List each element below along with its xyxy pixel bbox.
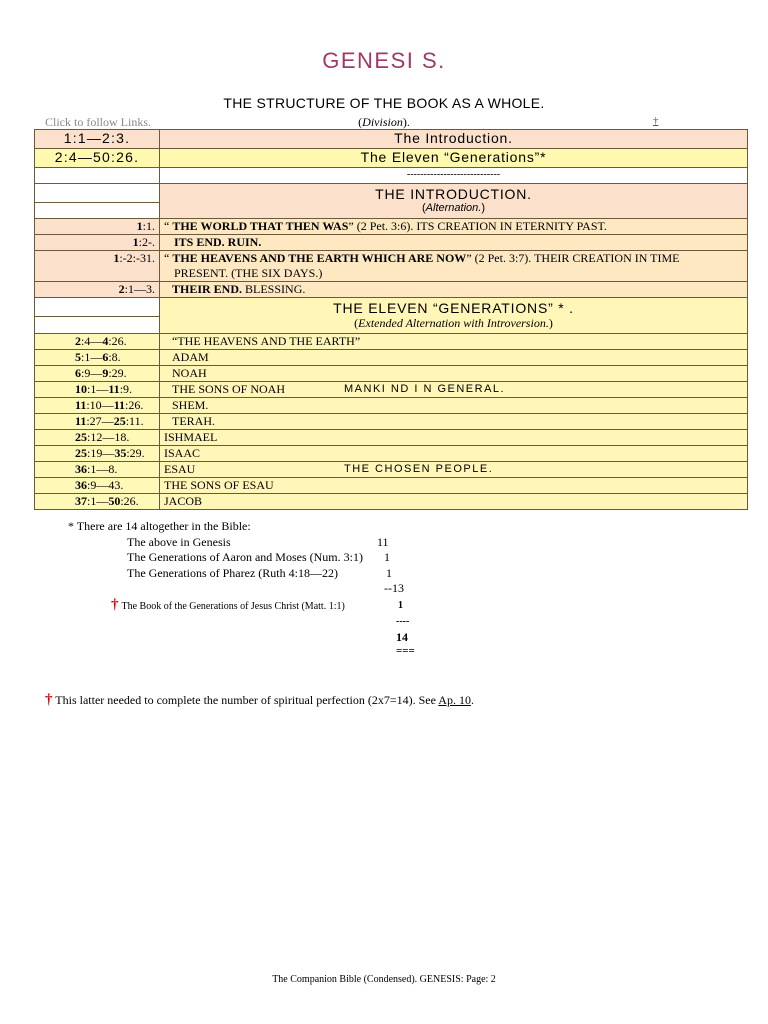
- footnote-count: 1: [386, 566, 392, 580]
- footnote-dashes: ----: [396, 616, 410, 627]
- footnote-count: 1: [384, 550, 390, 564]
- generation-row: [35, 349, 748, 365]
- footnote-line: The Generations of Aaron and Moses (Num. 3:1): [127, 550, 363, 564]
- intro-text: “ THE WORLD THAT THEN WAS” (2 Pet. 3:6). ITS CREATION IN ETERNITY PAST.: [160, 218, 748, 234]
- generation-text: THE SONS OF NOAH MANKI ND I N GENERAL.: [160, 381, 748, 397]
- generation-row: [35, 413, 748, 429]
- page-footer: The Companion Bible (Condensed). GENESIS: Page: 2: [272, 974, 496, 985]
- structure-table: [34, 129, 748, 510]
- intro-heading-row: [35, 184, 748, 203]
- separator-row: [35, 168, 748, 184]
- generation-row: [35, 333, 748, 349]
- spiritual-perfection-note: † This latter needed to complete the number of spiritual perfection (2x7=14). See Ap. 10.: [45, 692, 474, 708]
- footnote-subtotal: --13: [384, 581, 404, 595]
- generations-sub-row: [35, 316, 748, 333]
- generation-row: [35, 397, 748, 413]
- verse-ref[interactable]: 10:1—11:9.: [35, 381, 160, 397]
- generation-row: [35, 445, 748, 461]
- verse-ref[interactable]: 37:1—50:26.: [35, 493, 160, 509]
- verse-ref[interactable]: 2:1—3.: [35, 281, 160, 297]
- generation-text: JACOB: [160, 493, 748, 509]
- intro-text: “ THE HEAVENS AND THE EARTH WHICH ARE NOW” (2 Pet. 3:7). THEIR CREATION IN TIME PRESENT. (THE SIX DAYS.): [160, 250, 748, 281]
- footnote-count: 11: [377, 535, 389, 549]
- footnote-total: 14: [396, 630, 408, 644]
- generations-subheading: (Extended Alternation with Introversion.): [160, 316, 748, 333]
- verse-ref[interactable]: 36:1—8.: [35, 461, 160, 477]
- verse-ref[interactable]: 5:1—6:8.: [35, 349, 160, 365]
- division-text: Division: [362, 115, 403, 129]
- group-note: MANKI ND I N GENERAL.: [344, 382, 506, 395]
- links-hint: Click to follow Links.: [45, 115, 151, 129]
- page-title: GENESI S.: [322, 48, 446, 73]
- footnote-line: The Generations of Pharez (Ruth 4:18—22): [127, 566, 338, 580]
- appendix-link[interactable]: Ap. 10: [438, 693, 471, 707]
- verse-ref[interactable]: 25:19—35:29.: [35, 445, 160, 461]
- generation-text: ISHMAEL: [160, 429, 748, 445]
- verse-ref[interactable]: 2:4—4:26.: [35, 333, 160, 349]
- intro-text: THEIR END. BLESSING.: [160, 281, 748, 297]
- generations-heading-row: [35, 297, 748, 316]
- intro-row: [35, 281, 748, 297]
- intro-row: [35, 218, 748, 234]
- division-label: (Division).: [358, 115, 410, 129]
- intro-text: ITS END. RUIN.: [160, 234, 748, 250]
- verse-ref[interactable]: 6:9—9:29.: [35, 365, 160, 381]
- generations-heading: THE ELEVEN “GENERATIONS” * .: [160, 297, 748, 316]
- intro-row: [35, 250, 748, 281]
- generations-list: [35, 333, 748, 509]
- generation-text: ADAM: [160, 349, 748, 365]
- structure-heading: THE STRUCTURE OF THE BOOK AS A WHOLE.: [223, 95, 545, 111]
- verse-ref[interactable]: 11:10—11:26.: [35, 397, 160, 413]
- generation-row: [35, 429, 748, 445]
- division-row-generations: [35, 149, 748, 168]
- division-ref[interactable]: 2:4—50:26.: [35, 149, 160, 168]
- generation-row: [35, 381, 748, 397]
- intro-sub-row: [35, 202, 748, 218]
- generation-text: TERAH.: [160, 413, 748, 429]
- footnote-count: 1: [398, 600, 403, 611]
- generation-text: “THE HEAVENS AND THE EARTH”: [160, 333, 748, 349]
- intro-subheading: (Alternation.): [160, 202, 748, 218]
- verse-ref[interactable]: 11:27—25:11.: [35, 413, 160, 429]
- intro-heading: THE INTRODUCTION.: [160, 184, 748, 203]
- dagger-icon: †: [111, 597, 119, 613]
- footnote-line: † The Book of the Generations of Jesus Christ (Matt. 1:1): [111, 597, 345, 613]
- group-note: THE CHOSEN PEOPLE.: [344, 462, 494, 475]
- generation-row: [35, 493, 748, 509]
- generation-row: [35, 365, 748, 381]
- generation-text: NOAH: [160, 365, 748, 381]
- footnote-equals: ===: [396, 645, 415, 657]
- division-text[interactable]: The Introduction.: [160, 130, 748, 149]
- generation-text: THE SONS OF ESAU: [160, 477, 748, 493]
- division-row-introduction: [35, 130, 748, 149]
- verse-ref[interactable]: 36:9—43.: [35, 477, 160, 493]
- verse-ref[interactable]: 1:2-.: [35, 234, 160, 250]
- verse-ref[interactable]: 1:-2:-31.: [35, 250, 160, 281]
- generation-text: SHEM.: [160, 397, 748, 413]
- division-text[interactable]: The Eleven “Generations”*: [160, 149, 748, 168]
- dagger-link[interactable]: †: [653, 115, 659, 127]
- footnote-line: The above in Genesis: [127, 535, 231, 549]
- dagger-icon: †: [45, 692, 53, 708]
- generation-text: ESAU THE CHOSEN PEOPLE.: [160, 461, 748, 477]
- verse-ref[interactable]: 25:12—18.: [35, 429, 160, 445]
- division-ref[interactable]: 1:1—2:3.: [35, 130, 160, 149]
- generation-row: [35, 461, 748, 477]
- generation-text: ISAAC: [160, 445, 748, 461]
- footnote-intro: * There are 14 altogether in the Bible:: [68, 519, 251, 533]
- separator-dashes: ----------------------------: [160, 168, 748, 184]
- intro-row: [35, 234, 748, 250]
- generation-row: [35, 477, 748, 493]
- verse-ref[interactable]: 1:1.: [35, 218, 160, 234]
